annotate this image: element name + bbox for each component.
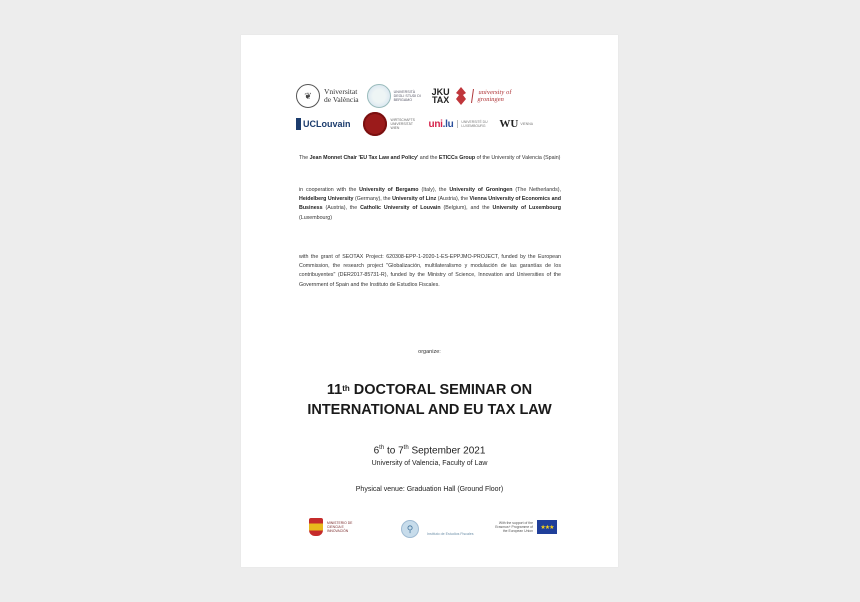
organize-label: organize: [418, 349, 441, 355]
groningen-crest-icon [455, 87, 467, 105]
wu-caption: VIENNA [520, 122, 533, 126]
ief-logo [401, 520, 474, 538]
physical-venue: Physical venue: Graduation Hall (Ground Floor) [355, 486, 504, 493]
ief-emblem-icon: ⚲ [401, 520, 419, 538]
sponsor-logos [309, 518, 569, 544]
bergamo-caption: UNIVERSITÀ DEGLI STUDI DI BERGAMO [393, 90, 421, 102]
organizer-paragraph: The Jean Monnet Chair 'EU Tax Law and Policy' and the ETICCs Group of the University of Valencia (Spain) [299, 155, 561, 161]
ministry-caption: MINISTERIO DE CIENCIA E INNOVACIÓN [327, 521, 353, 533]
vienna-caption: WIRTSCHAFTS UNIVERSITÄT WIEN [390, 118, 415, 130]
ministry-logo [309, 518, 361, 536]
cooperation-paragraph: in cooperation with the University of Bergamo (Italy), the University of Groningen (The Netherlands), Heidelberg University (Germany), the University of Linz (Austria), the Vienna University of Economics and Business (Austria), the Catholic University of Louvain (Belgium), and the University of Luxembourg (Luxembourg) [299, 187, 562, 221]
groningen-logo-text: university of groningen [471, 89, 512, 103]
unilu-caption: UNIVERSITÉ DU LUXEMBOURG [457, 120, 491, 128]
jku-tax-logo: JKU TAX [431, 87, 450, 105]
valencia-logo-text: Vniversitat de València [324, 87, 359, 104]
eu-flag-icon: ★★★ [537, 520, 557, 534]
erasmus-logo [491, 520, 557, 534]
seminar-dates: 6th to 7th September 2021 [373, 445, 486, 457]
partner-logos-row-1 [296, 79, 566, 113]
bergamo-seal-logo [367, 84, 391, 108]
ief-caption: Instituto de Estudios Fiscales [427, 532, 474, 536]
funding-paragraph: with the grant of SEOTAX Project: 620308-EPP-1-2020-1-ES-EPPJMO-PROJECT, funded by the European Commission, the research project "Globalización, multilateralismo y modulación de las garantías de los contribuyentes" (DER2017-85731-R), funded by the Ministry of Science, Innovation and Universities of the Government of Spain and the Instituto de Estudios Fiscales. [299, 254, 561, 288]
wu-logo: WU [499, 118, 519, 130]
unilu-logo: uni.lu [428, 118, 454, 130]
partner-logos-row-2 [296, 111, 566, 137]
spain-crest-icon [309, 518, 323, 536]
valencia-seal-logo: ❦ [296, 84, 320, 108]
seminar-location: University of Valencia, Faculty of Law [371, 460, 488, 467]
uclouvain-logo: UCLouvain [296, 118, 351, 130]
seminar-title: 11th DOCTORAL SEMINAR ON INTERNATIONAL AND EU TAX LAW [307, 382, 552, 418]
document-page [241, 35, 618, 567]
erasmus-caption: With the support of the Erasmus+ Programme of the European Union [495, 521, 533, 533]
vienna-seal-logo [363, 112, 387, 136]
